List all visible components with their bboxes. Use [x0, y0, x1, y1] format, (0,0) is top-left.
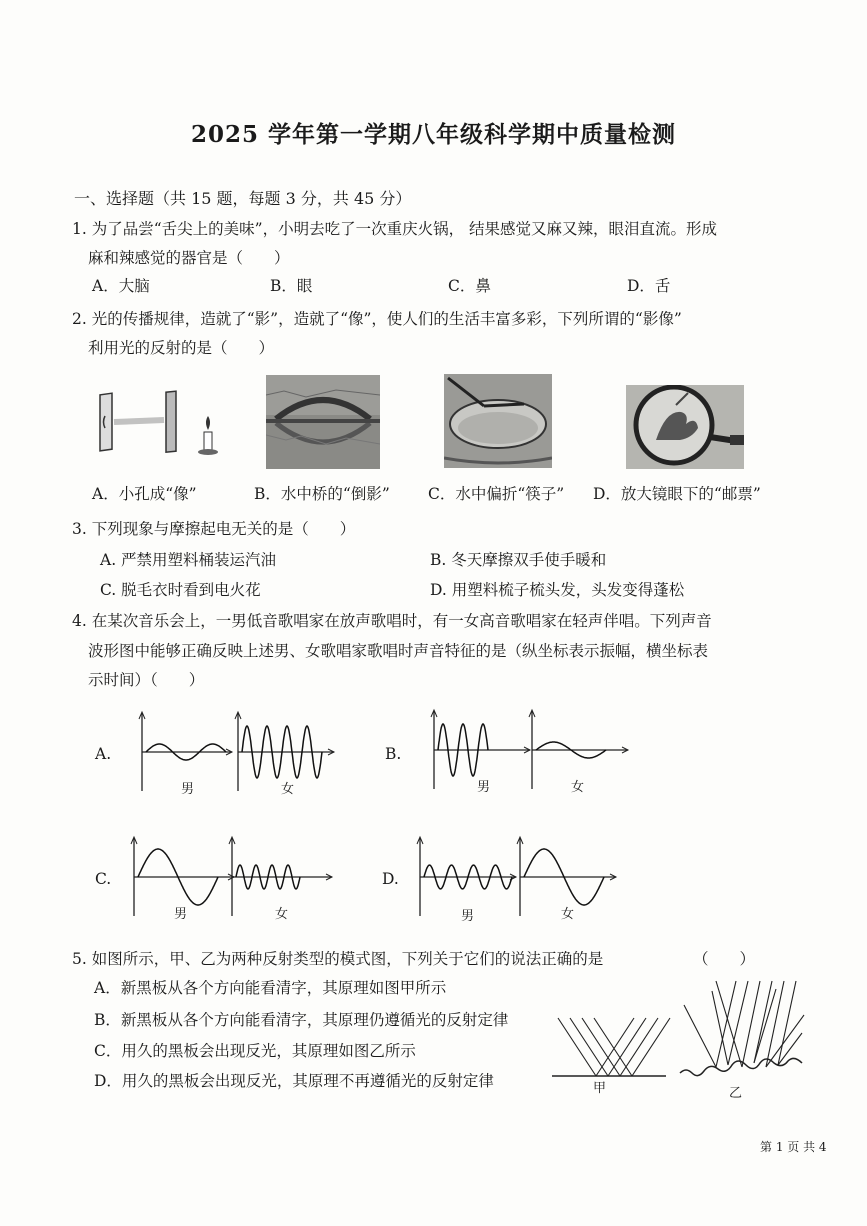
q4-d-female-label: 女 — [561, 907, 575, 922]
q2-option-a: A．小孔成“像” — [92, 485, 197, 503]
q4-b-female-label: 女 — [571, 780, 585, 795]
page-number: 第 1 页 共 4 — [760, 1140, 827, 1154]
question-2-text: 2. 光的传播规律，造就了“影”，造就了“像”，使人们的生活丰富多彩，下列所谓的“影像” — [72, 310, 682, 328]
q2-option-d: D．放大镜眼下的“邮票” — [593, 485, 761, 503]
q4-label-c: C. — [95, 870, 112, 888]
q3-option-d: D. 用塑料梳子梳头发，头发变得蓬松 — [430, 581, 685, 599]
q4-d-male-label: 男 — [461, 909, 475, 924]
diffuse-reflection-diagram — [676, 975, 806, 1087]
q4-a-male-label: 男 — [181, 782, 195, 797]
q4-label-d: D. — [382, 870, 399, 888]
q4-a-female-label: 女 — [281, 782, 295, 797]
q5-option-b: B．新黑板从各个方向能看清字，其原理仍遵循光的反射定律 — [94, 1011, 509, 1029]
q4-b-male-label: 男 — [477, 780, 491, 795]
q3-option-c: C. 脱毛衣时看到电火花 — [100, 581, 261, 599]
q1-option-b: B．眼 — [270, 277, 313, 295]
q1-option-c: C．鼻 — [448, 277, 491, 295]
q4-c-female-label: 女 — [275, 907, 289, 922]
question-4-text-3: 示时间）（ ） — [88, 671, 205, 689]
figure-yi-label: 乙 — [729, 1086, 743, 1101]
magnifier-stamp-image — [626, 385, 744, 469]
waveform-figures — [0, 700, 700, 930]
pinhole-camera-image — [92, 386, 232, 470]
q4-label-b: B. — [385, 745, 402, 763]
q1-option-a: A．大脑 — [92, 277, 150, 295]
question-2-text-2: 利用光的反射的是（ ） — [88, 339, 275, 357]
q3-option-a: A. 严禁用塑料桶装运汽油 — [100, 551, 277, 569]
q5-option-c: C．用久的黑板会出现反光，其原理如图乙所示 — [94, 1042, 416, 1060]
q5-option-d: D．用久的黑板会出现反光，其原理不再遵循光的反射定律 — [94, 1072, 494, 1090]
q1-option-d: D．舌 — [627, 277, 671, 295]
q3-option-b: B. 冬天摩擦双手使手暖和 — [430, 551, 607, 569]
chopsticks-in-water-image — [444, 374, 552, 468]
bridge-reflection-image — [266, 375, 380, 469]
specular-reflection-diagram — [548, 1010, 672, 1090]
question-1-text: 1. 为了品尝“舌尖上的美味”，小明去吃了一次重庆火锅， 结果感觉又麻又辣，眼泪直流。形成 — [72, 220, 717, 238]
q4-c-male-label: 男 — [174, 907, 188, 922]
q2-option-c: C．水中偏折“筷子” — [428, 485, 565, 503]
q2-option-b: B．水中桥的“倒影” — [254, 485, 390, 503]
question-4-text: 4. 在某次音乐会上，一男低音歌唱家在放声歌唱时，有一女高音歌唱家在轻声伴唱。下列声音 — [72, 612, 712, 630]
page-title: 2025 学年第一学期八年级科学期中质量检测 — [190, 121, 677, 148]
section-heading: 一、选择题（共 15 题，每题 3 分，共 45 分） — [74, 189, 412, 208]
question-1-text-2: 麻和辣感觉的器官是（ ） — [88, 249, 290, 267]
figure-jia-label: 甲 — [593, 1081, 607, 1096]
q4-label-a: A. — [95, 745, 112, 763]
q5-option-a: A．新黑板从各个方向能看清字，其原理如图甲所示 — [94, 979, 447, 997]
question-4-text-2: 波形图中能够正确反映上述男、女歌唱家歌唱时声音特征的是（纵坐标表示振幅，横坐标表 — [88, 642, 709, 660]
question-3-text: 3. 下列现象与摩擦起电无关的是（ ） — [72, 520, 356, 538]
question-5-text: 5. 如图所示，甲、乙为两种反射类型的模式图，下列关于它们的说法正确的是 — [72, 950, 604, 968]
question-5-paren: （ ） — [693, 950, 756, 968]
